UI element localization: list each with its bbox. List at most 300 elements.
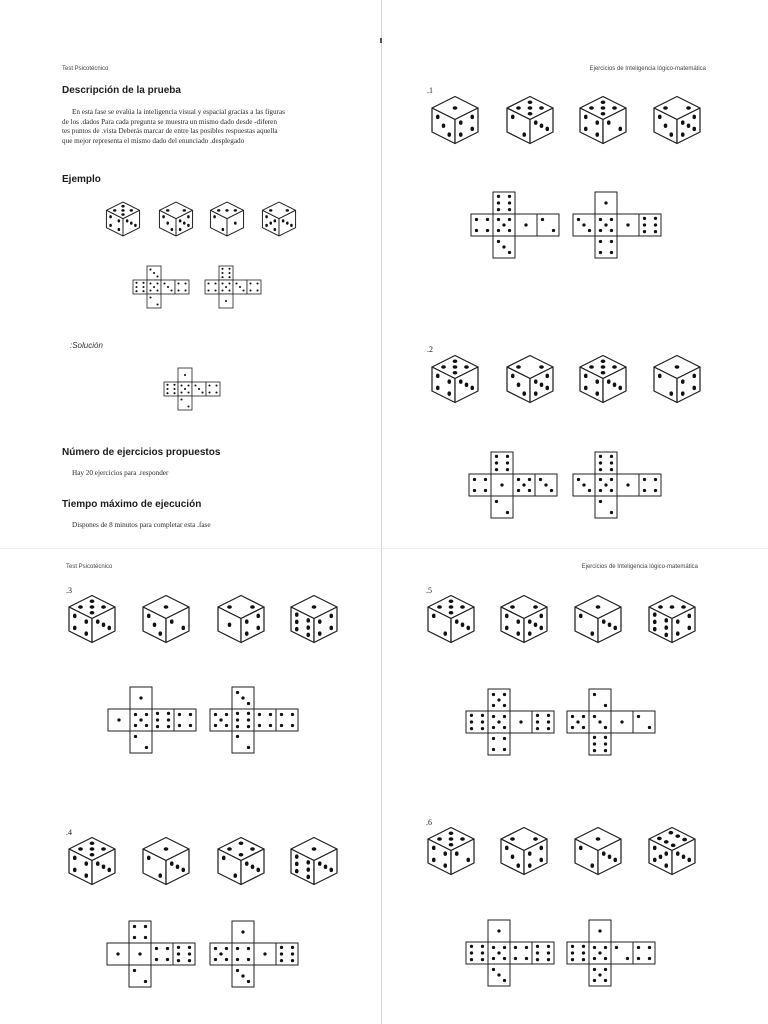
- net-pip: [219, 952, 222, 955]
- net-pip: [610, 468, 613, 471]
- net-pip: [506, 461, 509, 464]
- net-pip: [247, 725, 250, 728]
- net-pip: [497, 201, 500, 204]
- exercise-number: .4: [66, 828, 72, 837]
- net-pip: [503, 748, 506, 751]
- net-cell: [276, 709, 298, 731]
- die-pip: [522, 391, 526, 396]
- die-pip: [162, 215, 165, 218]
- die-pip: [601, 371, 606, 375]
- die-pip: [470, 386, 474, 391]
- die-pip: [102, 623, 106, 628]
- net-pip: [139, 696, 142, 699]
- net-pip: [484, 489, 487, 492]
- net-pip: [593, 968, 596, 971]
- net-cell: [232, 943, 254, 965]
- net-pip: [239, 286, 241, 288]
- net-pip: [241, 930, 244, 933]
- die-pip: [118, 228, 121, 231]
- die-icon: [652, 95, 702, 145]
- die-pip: [158, 873, 162, 878]
- net-pip: [528, 489, 531, 492]
- die-pip: [584, 127, 588, 132]
- net-pip: [654, 217, 657, 220]
- die-pip: [595, 120, 599, 125]
- die-pip: [601, 359, 606, 363]
- die-net-icon: [210, 921, 298, 1009]
- net-pip: [142, 290, 144, 292]
- die-pip: [222, 856, 226, 861]
- paragraph-line: que mejor representa el mismo dado del enunciado .desplegado: [62, 136, 245, 145]
- net-cell: [532, 711, 554, 733]
- die-pip: [90, 599, 95, 603]
- net-cell: [639, 214, 661, 236]
- die-icon: [289, 594, 339, 644]
- net-pip: [117, 718, 120, 721]
- net-cell: [537, 214, 559, 236]
- net-pip: [214, 724, 217, 727]
- die-pip: [84, 619, 88, 624]
- die-pip: [222, 228, 225, 231]
- net-pip: [177, 282, 179, 284]
- header-right: Ejercicios de Inteligencia lógico-matemática: [581, 564, 698, 570]
- die-pip: [181, 626, 185, 631]
- net-pip: [481, 945, 484, 948]
- net-pip: [145, 713, 148, 716]
- die-pip: [664, 851, 668, 856]
- die-net-icon: [466, 920, 554, 1008]
- net-pip: [503, 737, 506, 740]
- die-pip: [545, 374, 549, 379]
- die-pip: [534, 391, 538, 396]
- net-pip: [508, 218, 511, 221]
- net-pip: [225, 947, 228, 950]
- die-pip: [675, 834, 680, 838]
- die-pip: [432, 614, 436, 619]
- net-pip: [604, 201, 607, 204]
- net-pip: [201, 391, 203, 393]
- die-pip: [664, 863, 668, 868]
- net-pip: [470, 958, 473, 961]
- net-cell: [469, 474, 491, 496]
- die-pip: [447, 391, 451, 396]
- die-pip: [517, 383, 521, 388]
- die-pip: [516, 365, 521, 369]
- net-pip: [235, 282, 237, 284]
- net-pip: [153, 286, 155, 288]
- net-pip: [544, 483, 547, 486]
- die-pip: [73, 626, 77, 631]
- die-pip: [213, 215, 216, 218]
- die-pip: [464, 365, 469, 369]
- die-pip: [449, 831, 454, 835]
- die-pip: [460, 837, 465, 841]
- die-pip: [306, 875, 310, 880]
- net-pip: [156, 303, 158, 305]
- net-cell: [510, 942, 532, 964]
- net-pip: [221, 276, 223, 278]
- net-pip: [547, 727, 550, 730]
- net-pip: [648, 946, 651, 949]
- die-pip: [470, 115, 474, 120]
- die-pip: [664, 633, 668, 638]
- net-cell: [633, 711, 655, 733]
- net-pip: [280, 713, 283, 716]
- die-pip: [228, 623, 232, 628]
- die-pip: [658, 374, 662, 379]
- net-pip: [269, 724, 272, 727]
- net-pip: [180, 384, 182, 386]
- net-cell: [174, 709, 196, 731]
- die-pip: [658, 115, 662, 120]
- net-pip: [156, 282, 158, 284]
- net-pip: [582, 223, 585, 226]
- net-cell: [175, 280, 189, 294]
- die-pip: [669, 132, 673, 137]
- die-pip: [245, 619, 249, 624]
- die-icon: [573, 594, 623, 644]
- die-pip: [147, 614, 151, 619]
- net-pip: [258, 724, 261, 727]
- die-pip: [681, 120, 685, 125]
- net-pip: [167, 286, 169, 288]
- die-pip: [101, 847, 106, 851]
- net-cell: [247, 280, 261, 294]
- net-pip: [599, 500, 602, 503]
- die-pip: [436, 386, 440, 391]
- net-cell: [133, 280, 147, 294]
- net-pip: [550, 489, 553, 492]
- die-pip: [96, 619, 100, 624]
- net-cell: [633, 942, 655, 964]
- die-pip: [511, 115, 515, 120]
- net-cell: [639, 474, 661, 496]
- die-pip: [528, 631, 532, 636]
- net-pip: [214, 282, 216, 284]
- net-pip: [135, 286, 137, 288]
- header-left: Test Psicotécnico: [66, 564, 113, 570]
- net-cell: [466, 711, 488, 733]
- die-pip: [225, 209, 228, 212]
- die-pip: [443, 631, 447, 636]
- net-pip: [134, 735, 137, 738]
- die-pip: [250, 847, 255, 851]
- die-pip: [436, 115, 440, 120]
- net-pip: [153, 272, 155, 274]
- net-pip: [116, 952, 119, 955]
- net-pip: [214, 713, 217, 716]
- net-pip: [247, 947, 250, 950]
- net-pip: [155, 958, 158, 961]
- net-pip: [280, 724, 283, 727]
- die-pip: [692, 386, 696, 391]
- net-cell: [532, 942, 554, 964]
- net-pip: [138, 952, 141, 955]
- net-pip: [599, 240, 602, 243]
- net-pip: [648, 726, 651, 729]
- die-icon: [209, 201, 245, 237]
- net-pip: [247, 702, 250, 705]
- net-cell: [595, 452, 617, 474]
- net-pip: [133, 936, 136, 939]
- net-pip: [599, 461, 602, 464]
- net-pip: [149, 268, 151, 270]
- die-pip: [653, 858, 657, 863]
- net-pip: [473, 478, 476, 481]
- net-pip: [484, 478, 487, 481]
- die-pip: [676, 851, 680, 856]
- die-pip: [442, 124, 446, 129]
- die-pip: [234, 222, 237, 225]
- die-pip: [166, 209, 169, 212]
- net-pip: [577, 478, 580, 481]
- die-pip: [579, 846, 583, 851]
- net-pip: [582, 958, 585, 961]
- die-pip: [461, 623, 465, 628]
- die-pip: [528, 100, 533, 104]
- net-pip: [610, 511, 613, 514]
- net-pip: [571, 945, 574, 948]
- net-pip: [599, 218, 602, 221]
- die-pip: [187, 215, 190, 218]
- net-pip: [643, 478, 646, 481]
- net-pip: [228, 268, 230, 270]
- die-pip: [540, 124, 544, 129]
- net-pip: [207, 289, 209, 291]
- die-icon: [67, 594, 117, 644]
- net-pip: [654, 223, 657, 226]
- net-pip: [177, 289, 179, 291]
- net-pip: [582, 726, 585, 729]
- net-pip: [208, 391, 210, 393]
- die-icon: [578, 95, 628, 145]
- net-pip: [492, 726, 495, 729]
- net-pip: [470, 727, 473, 730]
- die-pip: [78, 605, 83, 609]
- net-pip: [610, 461, 613, 464]
- die-pip: [453, 359, 458, 363]
- net-pip: [654, 230, 657, 233]
- net-pip: [486, 229, 489, 232]
- die-pip: [84, 631, 88, 636]
- die-net-icon: [210, 687, 298, 775]
- die-pip: [245, 631, 249, 636]
- net-pip: [599, 229, 602, 232]
- net-pip: [167, 718, 170, 721]
- die-icon: [578, 354, 628, 404]
- net-pip: [247, 712, 250, 715]
- die-pip: [663, 106, 668, 110]
- die-icon: [158, 201, 194, 237]
- net-pip: [604, 223, 607, 226]
- die-pip: [158, 631, 162, 636]
- die-pip: [596, 605, 601, 609]
- die-pip: [306, 633, 310, 638]
- die-pip: [595, 379, 599, 384]
- net-pip: [170, 289, 172, 291]
- net-pip: [133, 969, 136, 972]
- die-pip: [183, 209, 186, 212]
- die-pip: [282, 219, 285, 222]
- paragraph-line: En esta fase se evalúa la inteligencia visual y espacial gracias a las figuras: [72, 108, 285, 116]
- net-pip: [156, 289, 158, 291]
- die-pip: [170, 861, 174, 866]
- net-pip: [604, 742, 607, 745]
- net-cell: [178, 396, 192, 410]
- net-pip: [188, 952, 191, 955]
- die-pip: [676, 619, 680, 624]
- die-pip: [239, 841, 244, 845]
- die-pip: [118, 219, 121, 222]
- net-pip: [214, 947, 217, 950]
- die-pip: [516, 619, 520, 624]
- net-pip: [637, 957, 640, 960]
- net-pip: [180, 398, 182, 400]
- net-pip: [497, 973, 500, 976]
- net-pip: [145, 746, 148, 749]
- die-pip: [274, 219, 277, 222]
- net-pip: [637, 715, 640, 718]
- net-pip: [508, 229, 511, 232]
- net-cell: [164, 382, 178, 396]
- net-cell: [595, 496, 617, 518]
- die-pip: [692, 127, 696, 132]
- die-icon: [261, 201, 297, 237]
- die-icon: [430, 95, 480, 145]
- net-pip: [604, 957, 607, 960]
- die-icon: [499, 826, 549, 876]
- net-pip: [481, 727, 484, 730]
- net-pip: [643, 489, 646, 492]
- die-pip: [121, 213, 124, 216]
- section-title-time: Tiempo máximo de ejecución: [62, 499, 202, 510]
- die-pip: [251, 865, 255, 870]
- section-title-description: Descripción de la prueba: [62, 85, 181, 96]
- net-pip: [654, 489, 657, 492]
- net-pip: [173, 384, 175, 386]
- net-cell: [152, 709, 174, 731]
- net-pip: [536, 945, 539, 948]
- net-pip: [221, 272, 223, 274]
- die-pip: [455, 851, 459, 856]
- net-pip: [536, 727, 539, 730]
- net-pip: [517, 478, 520, 481]
- net-pip: [626, 223, 629, 226]
- net-pip: [506, 468, 509, 471]
- solution-label: :Solución: [70, 341, 103, 350]
- net-pip: [139, 718, 142, 721]
- net-pip: [166, 392, 168, 394]
- net-cell: [471, 214, 493, 236]
- die-pip: [522, 132, 526, 137]
- net-pip: [599, 478, 602, 481]
- die-pip: [441, 365, 446, 369]
- die-pip: [295, 612, 299, 617]
- net-pip: [241, 974, 244, 977]
- net-pip: [536, 714, 539, 717]
- net-cell: [595, 236, 617, 258]
- die-pip: [692, 115, 696, 120]
- die-pip: [109, 224, 112, 227]
- net-pip: [228, 272, 230, 274]
- net-cell: [254, 709, 276, 731]
- die-icon: [652, 354, 702, 404]
- net-pip: [503, 715, 506, 718]
- die-pip: [613, 858, 617, 863]
- die-pip: [453, 106, 458, 110]
- net-pip: [598, 973, 601, 976]
- net-pip: [280, 946, 283, 949]
- net-pip: [593, 715, 596, 718]
- net-pip: [291, 952, 294, 955]
- net-pip: [524, 223, 527, 226]
- net-pip: [184, 374, 186, 376]
- die-pip: [681, 391, 685, 396]
- net-pip: [189, 724, 192, 727]
- die-pip: [447, 132, 451, 137]
- net-pip: [503, 946, 506, 949]
- die-net-icon: [466, 689, 554, 777]
- die-pip: [466, 858, 470, 863]
- die-pip: [265, 224, 268, 227]
- die-pip: [239, 853, 244, 857]
- die-pip: [179, 219, 182, 222]
- net-pip: [256, 289, 258, 291]
- die-pip: [545, 127, 549, 132]
- die-pip: [269, 222, 272, 225]
- net-pip: [198, 388, 200, 390]
- die-pip: [107, 626, 111, 631]
- exercise-number: .2: [427, 345, 433, 354]
- net-pip: [470, 720, 473, 723]
- die-pip: [584, 115, 588, 120]
- net-pip: [497, 208, 500, 211]
- net-pip: [626, 957, 629, 960]
- exercise-number: .5: [426, 586, 432, 595]
- die-pip: [658, 605, 663, 609]
- net-pip: [236, 735, 239, 738]
- die-pip: [153, 623, 157, 628]
- die-pip: [453, 371, 458, 375]
- die-pip: [130, 222, 133, 225]
- net-pip: [144, 980, 147, 983]
- net-pip: [247, 718, 250, 721]
- die-pip: [73, 856, 77, 861]
- net-pip: [173, 388, 175, 390]
- die-pip: [101, 605, 106, 609]
- net-pip: [497, 229, 500, 232]
- net-pip: [280, 959, 283, 962]
- die-pip: [318, 861, 322, 866]
- die-pip: [533, 605, 538, 609]
- die-pip: [164, 605, 169, 609]
- die-pip: [602, 851, 606, 856]
- net-pip: [145, 724, 148, 727]
- die-pip: [286, 209, 289, 212]
- net-pip: [207, 282, 209, 284]
- net-pip: [470, 951, 473, 954]
- die-pip: [166, 222, 169, 225]
- die-pip: [613, 626, 617, 631]
- die-pip: [612, 365, 617, 369]
- die-pip: [121, 209, 124, 212]
- net-pip: [219, 718, 222, 721]
- die-pip: [579, 614, 583, 619]
- die-pip: [533, 837, 538, 841]
- die-icon: [573, 826, 623, 876]
- die-pip: [179, 228, 182, 231]
- net-pip: [492, 946, 495, 949]
